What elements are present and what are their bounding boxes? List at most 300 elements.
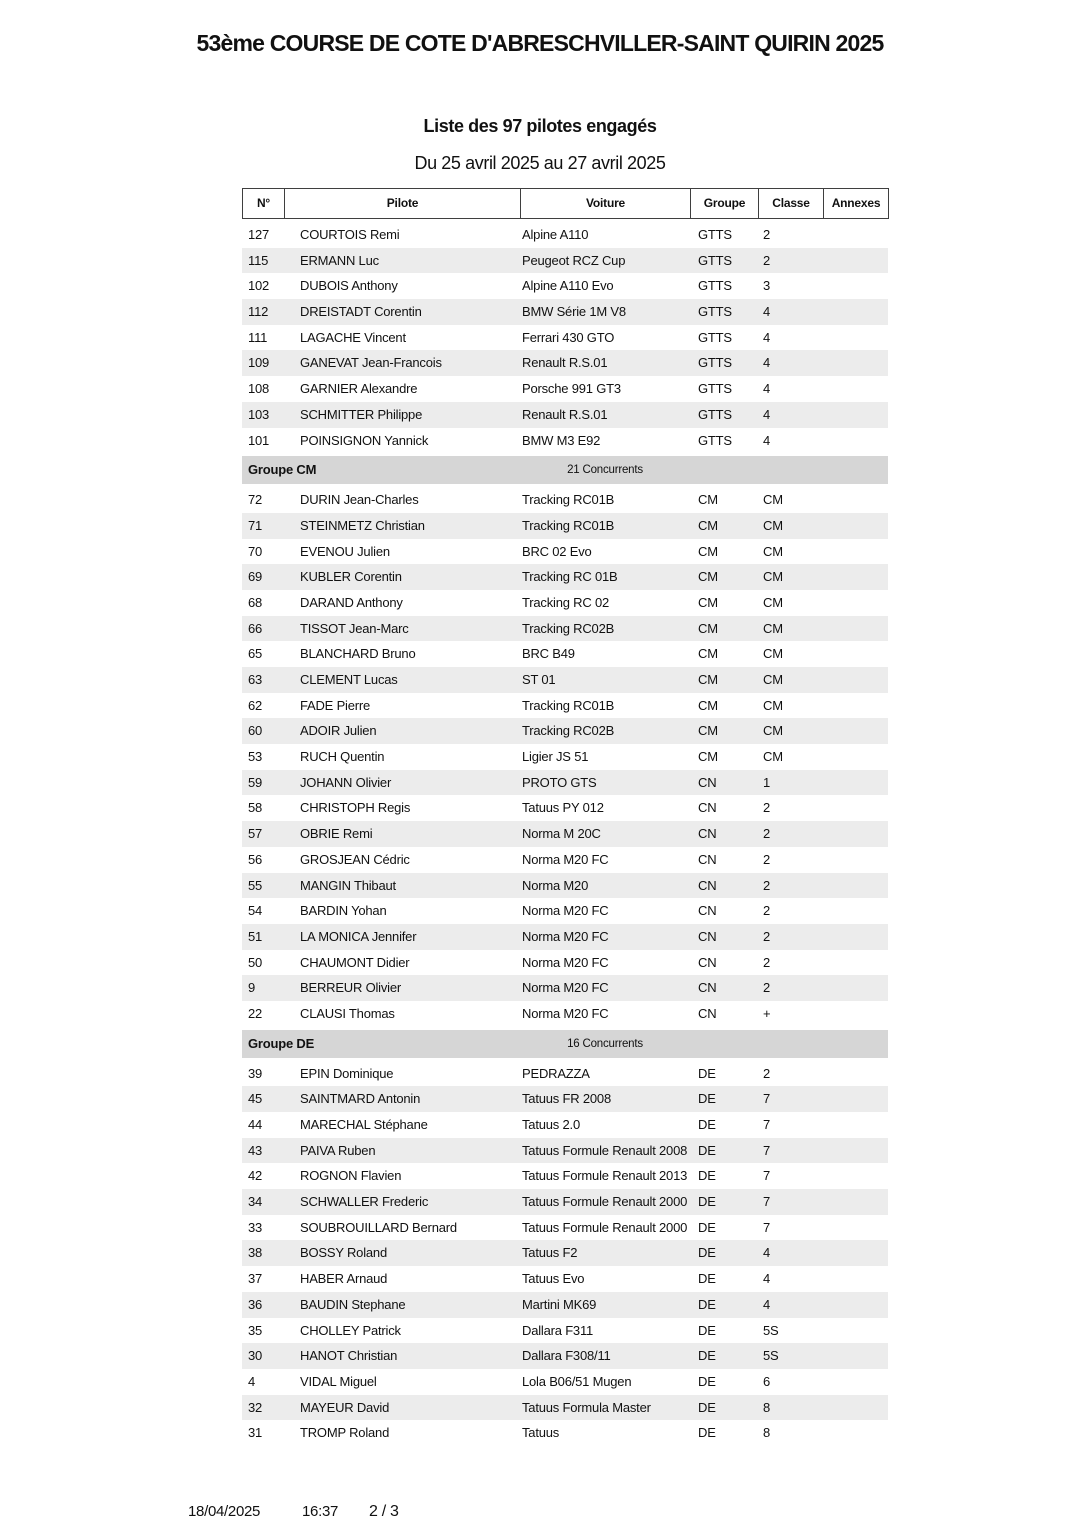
cell-pilote: CHAUMONT Didier — [300, 954, 410, 970]
cell-pilote: CHRISTOPH Regis — [300, 800, 411, 816]
table-row — [242, 1318, 888, 1344]
cell-number: 44 — [248, 1117, 263, 1132]
cell-groupe: DE — [698, 1399, 716, 1415]
cell-annexes — [823, 821, 888, 847]
col-header-annexes: Annexes — [824, 188, 889, 219]
cell-groupe: CN — [698, 877, 717, 893]
cell-classe: 6 — [763, 1373, 771, 1389]
cell-groupe: CN — [698, 800, 717, 816]
cell-groupe: CM — [698, 517, 718, 533]
cell-groupe: GTTS — [698, 381, 732, 397]
cell-classe: 4 — [763, 432, 771, 448]
cell-voiture: Renault R.S.01 — [522, 406, 608, 422]
cell-pilote: SCHMITTER Philippe — [300, 406, 423, 422]
cell-voiture: Norma M20 FC — [522, 954, 609, 970]
cell-number: 34 — [248, 1194, 263, 1210]
cell-classe: CM — [763, 672, 783, 687]
cell-number: 35 — [248, 1322, 263, 1338]
cell-number: 72 — [248, 492, 263, 508]
cell-number: 60 — [248, 723, 263, 739]
cell-voiture: Tracking RC01B — [522, 517, 615, 533]
cell-groupe: DE — [698, 1373, 716, 1389]
cell-voiture: Tracking RC02B — [522, 723, 615, 739]
cell-pilote: GANEVAT Jean-Francois — [300, 355, 442, 371]
cell-classe: CM — [763, 620, 783, 636]
cell-annexes — [823, 325, 888, 351]
cell-classe: 7 — [763, 1091, 771, 1107]
cell-number: 115 — [248, 252, 269, 268]
cell-voiture: Dallara F311 — [522, 1322, 594, 1338]
cell-classe: 4 — [763, 406, 771, 422]
cell-classe: 7 — [763, 1117, 771, 1132]
cell-number: 69 — [248, 569, 263, 585]
table-row — [242, 744, 888, 770]
cell-pilote: ERMANN Luc — [300, 252, 379, 268]
cell-annexes — [823, 299, 888, 325]
cell-annexes — [823, 718, 888, 744]
cell-number: 109 — [248, 355, 270, 371]
cell-number: 63 — [248, 672, 263, 687]
cell-voiture: Tatuus Formule Renault 2000 — [522, 1219, 688, 1235]
cell-voiture: Alpine A110 Evo — [522, 278, 614, 294]
cell-number: 45 — [248, 1091, 263, 1107]
cell-pilote: BOSSY Roland — [300, 1245, 387, 1261]
cell-classe: 7 — [763, 1168, 771, 1184]
cell-number: 39 — [248, 1065, 263, 1081]
table-row — [242, 641, 888, 667]
cell-annexes — [823, 1086, 888, 1112]
table-row — [242, 693, 888, 719]
cell-voiture: Porsche 991 GT3 — [522, 381, 621, 397]
pilots-table — [242, 188, 888, 1446]
cell-number: 42 — [248, 1168, 263, 1184]
cell-classe: 7 — [763, 1219, 771, 1235]
table-row — [242, 1292, 888, 1318]
table-row — [242, 950, 888, 976]
cell-voiture: Norma M20 FC — [522, 980, 609, 996]
cell-number: 101 — [248, 432, 270, 448]
cell-annexes — [823, 590, 888, 616]
group-concurrents-count: 16 Concurrents — [567, 1037, 643, 1050]
footer-print-time: 16:37 — [302, 1503, 339, 1520]
cell-number: 36 — [248, 1296, 263, 1312]
cell-classe: CM — [763, 697, 783, 713]
cell-annexes — [823, 222, 888, 248]
table-row — [242, 539, 888, 565]
cell-voiture: PEDRAZZA — [522, 1065, 590, 1081]
cell-groupe: CN — [698, 903, 717, 919]
cell-number: 127 — [248, 227, 270, 242]
cell-groupe: GTTS — [698, 227, 732, 242]
cell-voiture: Norma M20 — [522, 877, 589, 893]
cell-pilote: EVENOU Julien — [300, 543, 390, 559]
table-row — [242, 1086, 888, 1112]
cell-groupe: DE — [698, 1065, 716, 1081]
cell-classe: 2 — [763, 954, 771, 970]
cell-annexes — [823, 616, 888, 642]
cell-number: 65 — [248, 646, 263, 662]
cell-number: 70 — [248, 543, 263, 559]
cell-annexes — [823, 795, 888, 821]
table-row — [242, 975, 888, 1001]
cell-pilote: JOHANN Olivier — [300, 774, 392, 790]
table-row — [242, 667, 888, 693]
cell-number: 103 — [248, 406, 270, 422]
cell-groupe: CN — [698, 954, 717, 970]
cell-groupe: DE — [698, 1271, 716, 1287]
table-row — [242, 1420, 888, 1446]
cell-voiture: Tracking RC 02 — [522, 594, 610, 610]
table-row — [242, 770, 888, 796]
cell-annexes — [823, 539, 888, 565]
table-row — [242, 898, 888, 924]
cell-classe: 8 — [763, 1425, 771, 1441]
cell-pilote: COURTOIS Remi — [300, 227, 400, 242]
table-row — [242, 1138, 888, 1164]
cell-groupe: CM — [698, 569, 718, 585]
cell-classe: 2 — [763, 800, 771, 816]
table-row — [242, 222, 888, 248]
table-row — [242, 1189, 888, 1215]
cell-voiture: BRC 02 Evo — [522, 543, 592, 559]
cell-groupe: DE — [698, 1348, 716, 1364]
cell-classe: 7 — [763, 1142, 771, 1158]
cell-classe: 2 — [763, 851, 771, 867]
cell-classe: 5S — [763, 1322, 779, 1338]
cell-pilote: POINSIGNON Yannick — [300, 432, 429, 448]
cell-annexes — [823, 1163, 888, 1189]
cell-annexes — [823, 1215, 888, 1241]
cell-number: 57 — [248, 826, 263, 842]
cell-classe: 4 — [763, 355, 771, 371]
cell-classe: 2 — [763, 877, 771, 893]
cell-classe: + — [763, 1005, 771, 1021]
col-header-pilote: Pilote — [285, 188, 521, 219]
table-row — [242, 1061, 888, 1087]
table-row — [242, 1369, 888, 1395]
cell-pilote: MAYEUR David — [300, 1399, 390, 1415]
footer-page-number: 2 / 3 — [369, 1503, 399, 1520]
cell-classe: 2 — [763, 252, 771, 268]
cell-annexes — [823, 1189, 888, 1215]
cell-pilote: LAGACHE Vincent — [300, 329, 406, 345]
cell-classe: 2 — [763, 928, 771, 944]
cell-voiture: Renault R.S.01 — [522, 355, 608, 371]
cell-voiture: PROTO GTS — [522, 774, 597, 790]
cell-classe: 4 — [763, 1296, 771, 1312]
cell-number: 31 — [248, 1425, 263, 1441]
table-row — [242, 1112, 888, 1138]
cell-pilote: MARECHAL Stéphane — [300, 1117, 428, 1132]
cell-annexes — [823, 1420, 888, 1446]
cell-pilote: CLEMENT Lucas — [300, 672, 398, 687]
cell-voiture: BRC B49 — [522, 646, 575, 662]
cell-groupe: CN — [698, 826, 717, 842]
cell-classe: CM — [763, 594, 783, 610]
cell-number: 59 — [248, 774, 263, 790]
cell-classe: 4 — [763, 1271, 771, 1287]
cell-pilote: TISSOT Jean-Marc — [300, 620, 409, 636]
cell-number: 53 — [248, 749, 263, 765]
cell-classe: CM — [763, 543, 783, 559]
table-row — [242, 924, 888, 950]
cell-voiture: Tatuus Formule Renault 2008 — [522, 1142, 688, 1158]
cell-pilote: DARAND Anthony — [300, 594, 403, 610]
cell-pilote: DURIN Jean-Charles — [300, 492, 419, 508]
cell-annexes — [823, 1343, 888, 1369]
col-header-groupe: Groupe — [691, 188, 759, 219]
cell-pilote: SOUBROUILLARD Bernard — [300, 1219, 457, 1235]
cell-annexes — [823, 1369, 888, 1395]
cell-voiture: Tatuus FR 2008 — [522, 1091, 611, 1107]
cell-annexes — [823, 273, 888, 299]
col-header-classe: Classe — [759, 188, 824, 219]
cell-voiture: ST 01 — [522, 672, 556, 687]
table-row — [242, 1343, 888, 1369]
cell-pilote: MANGIN Thibaut — [300, 877, 396, 893]
col-header-voiture: Voiture — [521, 188, 691, 219]
cell-groupe: CM — [698, 646, 718, 662]
table-row — [242, 1001, 888, 1027]
cell-voiture: Norma M20 FC — [522, 851, 609, 867]
cell-voiture: BMW M3 E92 — [522, 432, 601, 448]
cell-voiture: Tracking RC01B — [522, 492, 615, 508]
page-title: 53ème COURSE DE COTE D'ABRESCHVILLER-SAINT QUIRIN 2025 — [196, 30, 884, 56]
table-row — [242, 718, 888, 744]
cell-classe: CM — [763, 492, 783, 508]
cell-annexes — [823, 770, 888, 796]
cell-number: 30 — [248, 1348, 263, 1364]
cell-pilote: LA MONICA Jennifer — [300, 928, 417, 944]
cell-voiture: Norma M 20C — [522, 826, 601, 842]
table-row — [242, 1163, 888, 1189]
cell-groupe: CM — [698, 723, 718, 739]
table-body — [242, 222, 888, 1446]
cell-annexes — [823, 1395, 888, 1421]
table-row — [242, 299, 888, 325]
page-footer — [0, 1503, 1080, 1525]
cell-groupe: DE — [698, 1425, 716, 1441]
cell-classe: 4 — [763, 1245, 771, 1261]
cell-groupe: CM — [698, 594, 718, 610]
cell-voiture: Tatuus Formula Master — [522, 1399, 651, 1415]
cell-number: 111 — [248, 329, 268, 345]
cell-pilote: BARDIN Yohan — [300, 903, 387, 919]
cell-annexes — [823, 350, 888, 376]
cell-voiture: Tracking RC 01B — [522, 569, 618, 585]
cell-annexes — [823, 376, 888, 402]
cell-classe: 2 — [763, 1065, 771, 1081]
cell-groupe: GTTS — [698, 329, 732, 345]
cell-voiture: Tatuus — [522, 1425, 560, 1441]
cell-voiture: Dallara F308/11 — [522, 1348, 611, 1364]
cell-pilote: BERREUR Olivier — [300, 980, 402, 996]
cell-groupe: CM — [698, 543, 718, 559]
cell-number: 37 — [248, 1271, 263, 1287]
cell-number: 108 — [248, 381, 270, 397]
cell-classe: CM — [763, 749, 783, 765]
table-row — [242, 376, 888, 402]
table-row — [242, 402, 888, 428]
cell-classe: 5S — [763, 1348, 779, 1364]
cell-groupe: CM — [698, 697, 718, 713]
cell-pilote: ADOIR Julien — [300, 723, 377, 739]
cell-annexes — [823, 1112, 888, 1138]
cell-pilote: DUBOIS Anthony — [300, 278, 398, 294]
group-concurrents-count: 21 Concurrents — [567, 464, 643, 477]
table-row — [242, 821, 888, 847]
cell-classe: 4 — [763, 304, 771, 320]
cell-number: 32 — [248, 1399, 263, 1415]
table-row — [242, 487, 888, 513]
cell-classe: 7 — [763, 1194, 771, 1210]
cell-number: 9 — [248, 980, 256, 996]
cell-classe: CM — [763, 646, 783, 662]
cell-pilote: BLANCHARD Bruno — [300, 646, 416, 662]
cell-groupe: CM — [698, 620, 718, 636]
cell-classe: 4 — [763, 329, 771, 345]
cell-voiture: Ligier JS 51 — [522, 749, 589, 765]
cell-annexes — [823, 1061, 888, 1087]
cell-groupe: DE — [698, 1194, 716, 1210]
table-row — [242, 873, 888, 899]
cell-groupe: CN — [698, 928, 717, 944]
cell-groupe: DE — [698, 1168, 716, 1184]
table-row — [242, 795, 888, 821]
cell-annexes — [823, 744, 888, 770]
cell-annexes — [823, 873, 888, 899]
cell-annexes — [823, 1001, 888, 1027]
table-row — [242, 1240, 888, 1266]
cell-groupe: CN — [698, 1005, 717, 1021]
cell-pilote: VIDAL Miguel — [300, 1373, 377, 1389]
cell-groupe: DE — [698, 1219, 716, 1235]
cell-number: 58 — [248, 800, 263, 816]
cell-groupe: CN — [698, 851, 717, 867]
table-row — [242, 350, 888, 376]
cell-voiture: BMW Série 1M V8 — [522, 304, 626, 320]
cell-annexes — [823, 641, 888, 667]
cell-classe: 2 — [763, 227, 771, 242]
cell-groupe: CM — [698, 672, 718, 687]
cell-number: 38 — [248, 1245, 263, 1261]
cell-groupe: CN — [698, 980, 717, 996]
cell-groupe: DE — [698, 1322, 716, 1338]
cell-groupe: CM — [698, 749, 718, 765]
cell-pilote: SAINTMARD Antonin — [300, 1091, 421, 1107]
table-row — [242, 590, 888, 616]
cell-pilote: PAIVA Ruben — [300, 1142, 376, 1158]
cell-number: 51 — [248, 928, 263, 944]
cell-classe: CM — [763, 517, 783, 533]
table-row — [242, 325, 888, 351]
cell-annexes — [823, 428, 888, 454]
cell-classe: 8 — [763, 1399, 771, 1415]
cell-annexes — [823, 667, 888, 693]
cell-number: 22 — [248, 1005, 263, 1021]
cell-groupe: DE — [698, 1142, 716, 1158]
cell-pilote: CLAUSI Thomas — [300, 1005, 395, 1021]
cell-voiture: Tatuus Formule Renault 2013 — [522, 1168, 688, 1184]
cell-annexes — [823, 693, 888, 719]
cell-annexes — [823, 1318, 888, 1344]
cell-classe: 4 — [763, 381, 771, 397]
event-date-range: Du 25 avril 2025 au 27 avril 2025 — [414, 153, 666, 173]
cell-voiture: Tatuus Evo — [522, 1271, 585, 1287]
cell-voiture: Ferrari 430 GTO — [522, 329, 615, 345]
cell-annexes — [823, 924, 888, 950]
table-row — [242, 1215, 888, 1241]
cell-voiture: Tracking RC01B — [522, 697, 615, 713]
cell-number: 71 — [248, 517, 263, 533]
cell-voiture: Tracking RC02B — [522, 620, 615, 636]
cell-voiture: Martini MK69 — [522, 1296, 597, 1312]
table-row — [242, 564, 888, 590]
cell-voiture: Norma M20 FC — [522, 928, 609, 944]
table-row — [242, 513, 888, 539]
cell-groupe: GTTS — [698, 278, 732, 294]
cell-number: 54 — [248, 903, 263, 919]
cell-annexes — [823, 950, 888, 976]
cell-annexes — [823, 564, 888, 590]
cell-pilote: SCHWALLER Frederic — [300, 1194, 429, 1210]
cell-groupe: DE — [698, 1117, 716, 1132]
cell-pilote: TROMP Roland — [300, 1425, 390, 1441]
cell-number: 62 — [248, 697, 263, 713]
cell-groupe: GTTS — [698, 304, 732, 320]
cell-pilote: BAUDIN Stephane — [300, 1296, 406, 1312]
cell-annexes — [823, 1266, 888, 1292]
table-row — [242, 847, 888, 873]
cell-annexes — [823, 487, 888, 513]
cell-annexes — [823, 975, 888, 1001]
list-subtitle: Liste des 97 pilotes engagés — [423, 116, 657, 136]
cell-voiture: Tatuus Formule Renault 2000 — [522, 1194, 688, 1210]
cell-number: 102 — [248, 278, 270, 294]
cell-voiture: Norma M20 FC — [522, 903, 609, 919]
cell-number: 66 — [248, 620, 263, 636]
cell-voiture: Tatuus 2.0 — [522, 1117, 580, 1132]
cell-voiture: Lola B06/51 Mugen — [522, 1373, 632, 1389]
cell-classe: CM — [763, 723, 783, 739]
cell-voiture: Peugeot RCZ Cup — [522, 252, 626, 268]
cell-pilote: OBRIE Remi — [300, 826, 373, 842]
table-row — [242, 1395, 888, 1421]
cell-number: 68 — [248, 594, 263, 610]
cell-voiture: Tatuus PY 012 — [522, 800, 604, 816]
cell-groupe: GTTS — [698, 406, 732, 422]
cell-annexes — [823, 1292, 888, 1318]
cell-pilote: HABER Arnaud — [300, 1271, 388, 1287]
table-row — [242, 428, 888, 454]
table-row — [242, 1266, 888, 1292]
group-header-row — [242, 1030, 888, 1058]
cell-groupe: CM — [698, 492, 718, 508]
cell-annexes — [823, 248, 888, 274]
cell-pilote: KUBLER Corentin — [300, 569, 402, 585]
cell-groupe: DE — [698, 1091, 716, 1107]
cell-number: 55 — [248, 877, 263, 893]
group-label: Groupe DE — [248, 1035, 315, 1051]
cell-annexes — [823, 847, 888, 873]
cell-pilote: RUCH Quentin — [300, 749, 385, 765]
cell-pilote: EPIN Dominique — [300, 1065, 394, 1081]
cell-number: 43 — [248, 1142, 263, 1158]
group-header-row — [242, 456, 888, 484]
cell-annexes — [823, 1240, 888, 1266]
table-row — [242, 248, 888, 274]
cell-annexes — [823, 898, 888, 924]
